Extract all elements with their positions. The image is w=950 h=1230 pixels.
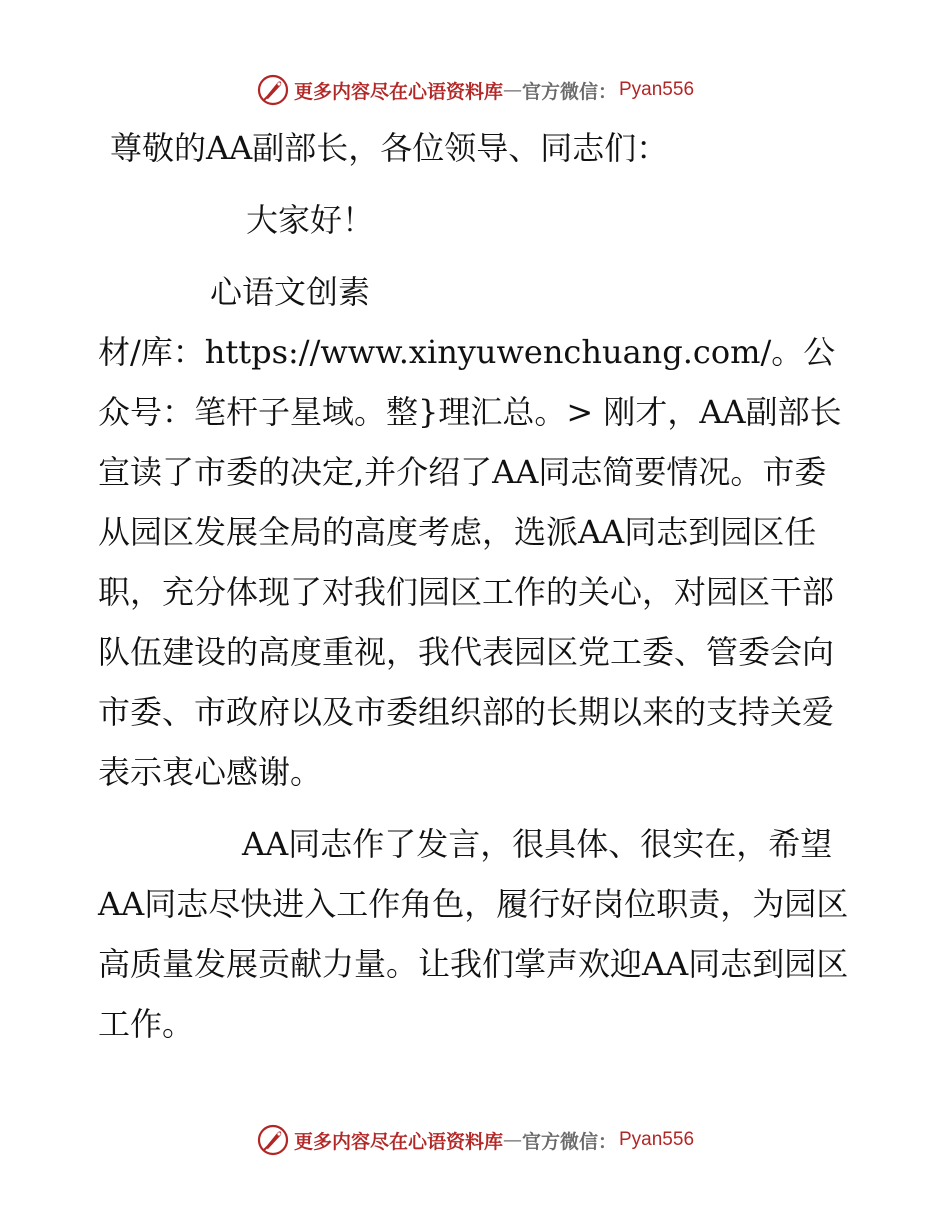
greeting: 大家好！ xyxy=(246,201,375,239)
quill-pen-logo-icon xyxy=(256,73,290,107)
watermark-separator: — xyxy=(502,1129,522,1151)
salutation: 尊敬的AA副部长，各位领导、同志们： xyxy=(110,129,669,167)
source-label: 心语文创素 xyxy=(210,273,371,311)
watermark-main-text: 更多内容尽在心语资料库 xyxy=(293,1130,503,1153)
watermark-wechat-id: Pyan556 xyxy=(619,79,695,100)
watermark-separator: — xyxy=(502,79,522,101)
main-paragraph: 材/库：https://www.xinyuwenchuang.com/。公众号：笔杆子星域。整}理汇总。> 刚才，AA副部长宣读了市委的决定,并介绍了AA同志简要情况。市委从园区发展全局的高度考虑，选派AA同志到园区任职，充分体现了对我们园区工作的关心，对园区干部队伍建设的高度重视，我代表园区党工委、管委会向市委、市政府以及市委组织部的长期以来的支持关爱表示衷心感谢。 xyxy=(98,333,842,791)
footer-watermark-banner[interactable] xyxy=(0,1120,950,1160)
watermark-official-label: 官方微信： xyxy=(521,1130,617,1153)
watermark-wechat-id: Pyan556 xyxy=(619,1129,695,1150)
quill-pen-logo-icon xyxy=(256,1123,290,1157)
watermark-main-text: 更多内容尽在心语资料库 xyxy=(293,80,503,103)
watermark-official-label: 官方微信： xyxy=(521,80,617,103)
closing-paragraph: AA同志作了发言，很具体、很实在，希望AA同志尽快进入工作角色，履行好岗位职责，为园区高质量发展贡献力量。让我们掌声欢迎AA同志到园区工作。 xyxy=(98,825,849,1043)
header-watermark-banner[interactable] xyxy=(0,70,950,110)
document-body xyxy=(98,118,858,1054)
